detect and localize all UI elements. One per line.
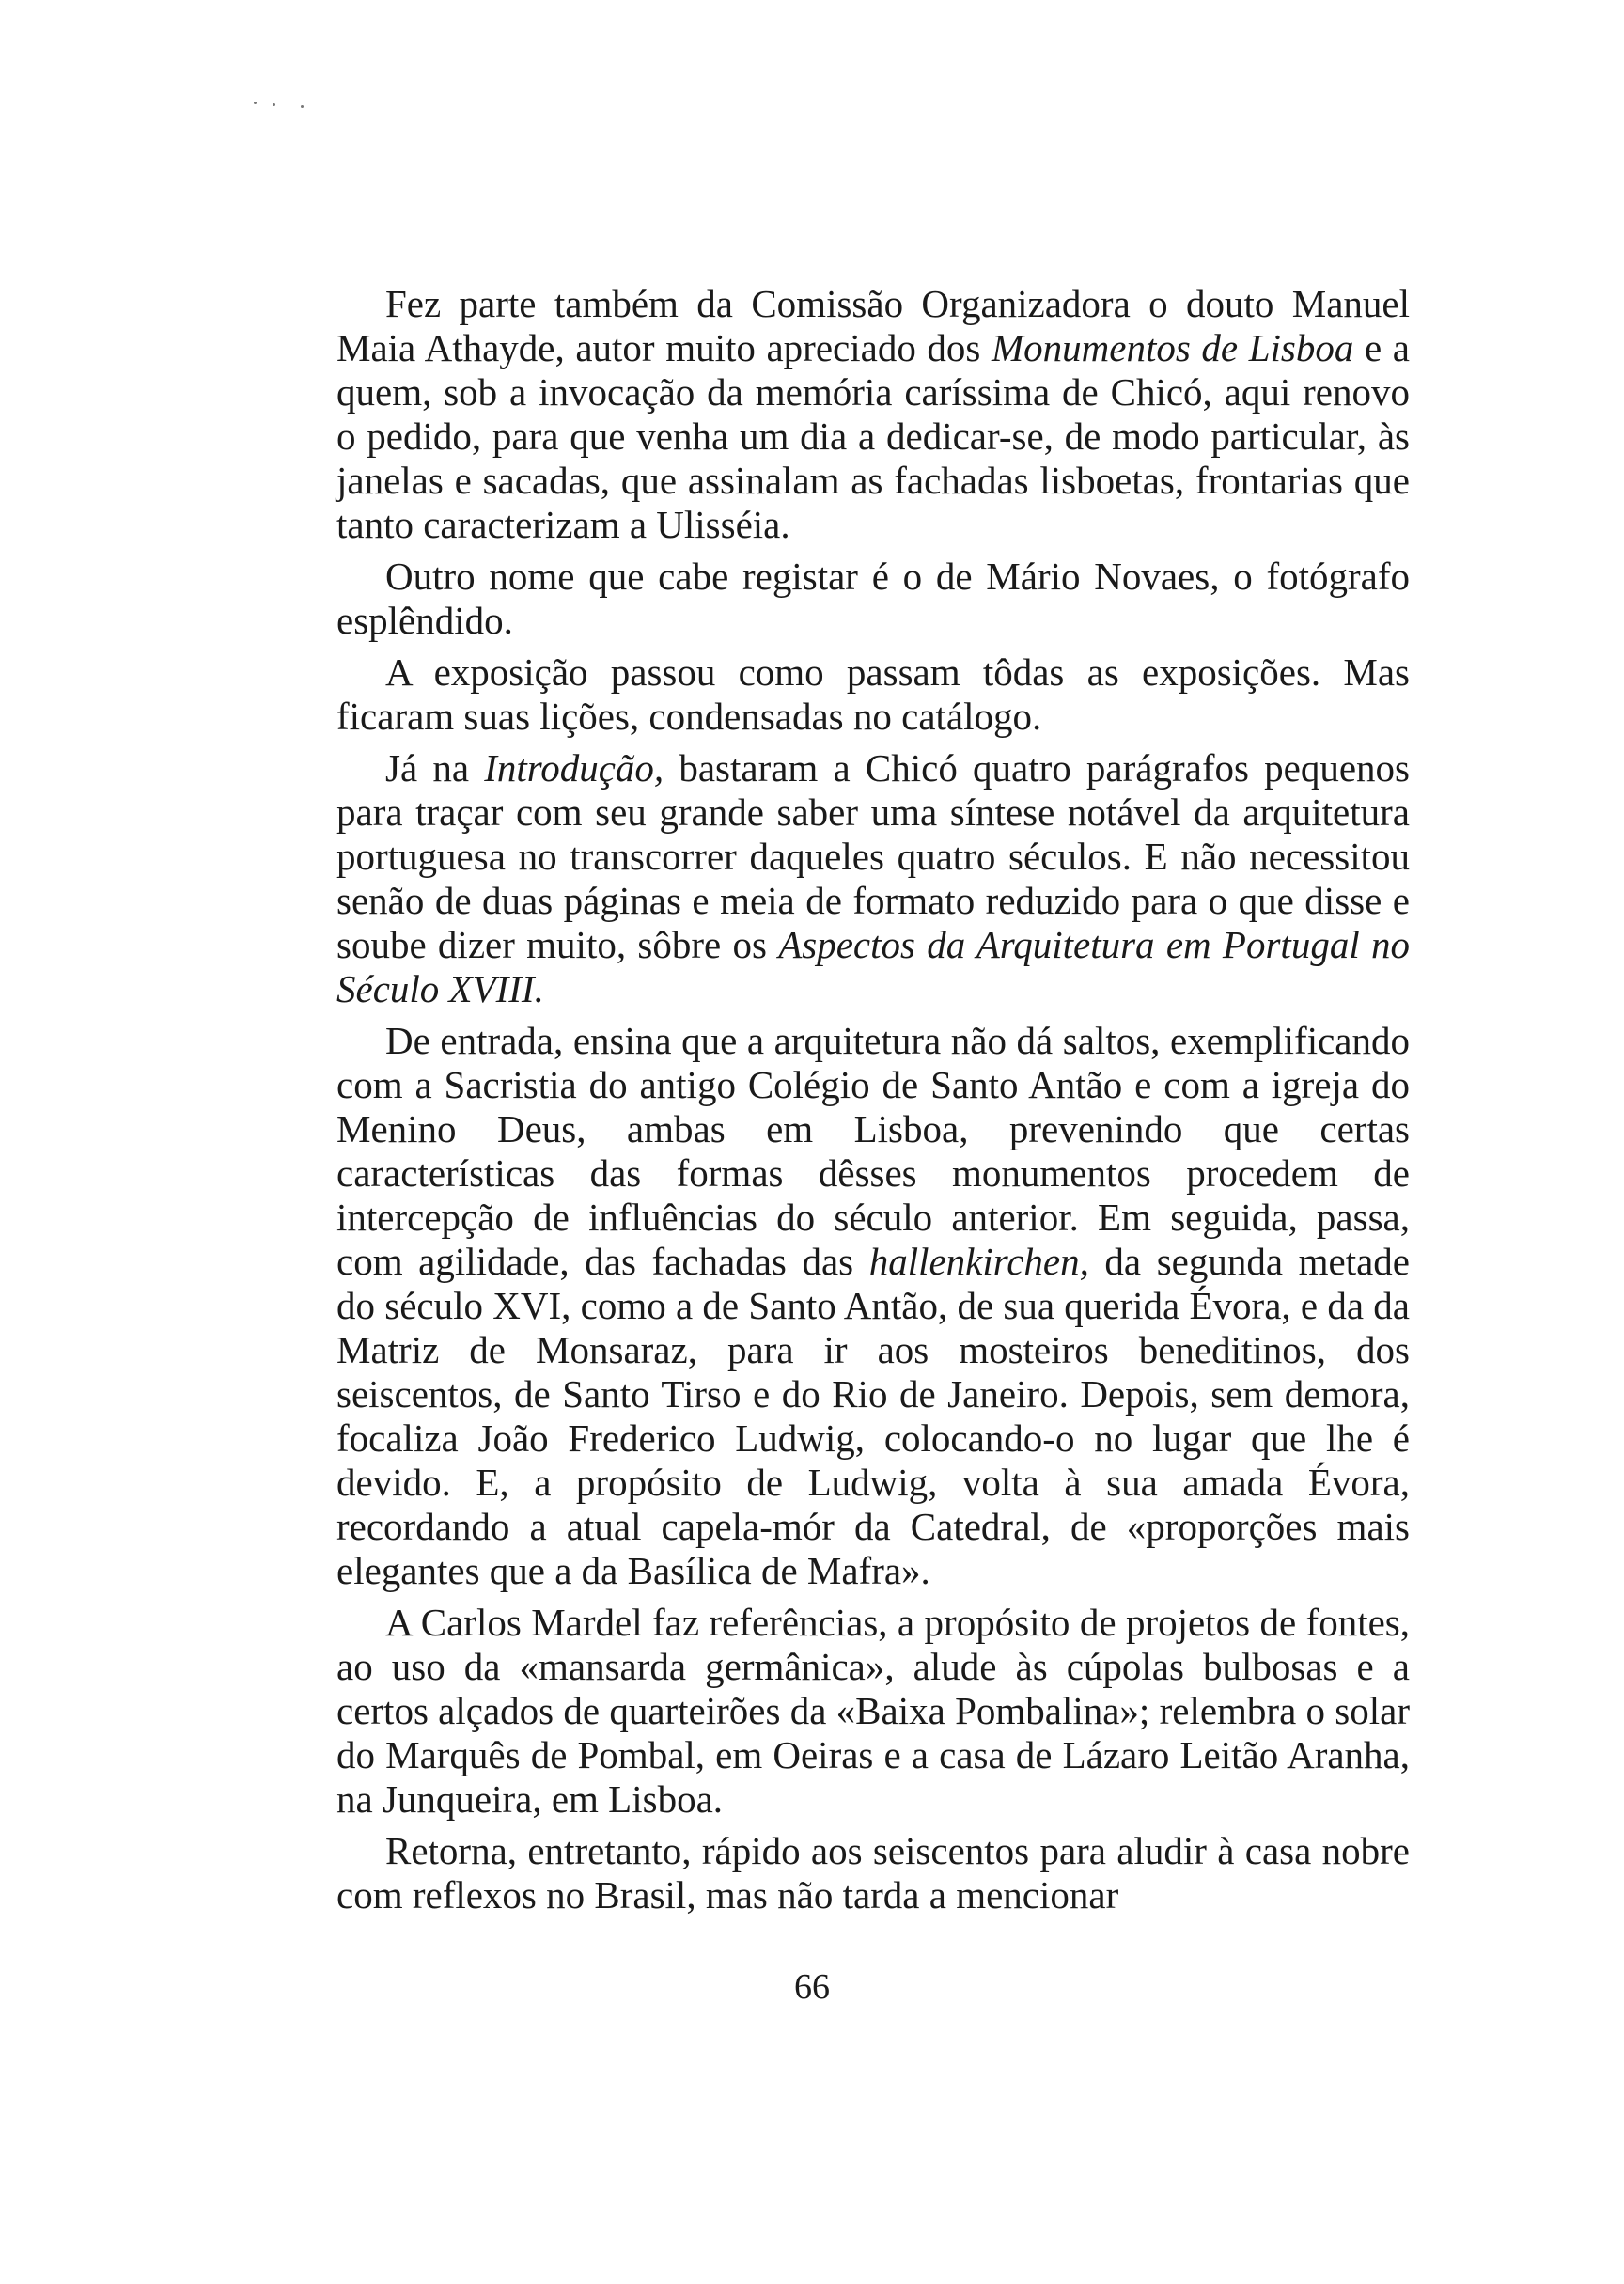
italic-text: Introdução, bbox=[484, 746, 664, 790]
scan-speck bbox=[254, 102, 257, 104]
paragraph bbox=[336, 1601, 1410, 1822]
paragraph bbox=[336, 650, 1410, 739]
paragraph bbox=[336, 1829, 1410, 1917]
italic-text: Aspectos da Arquitetura em Portugal no Século XVIII. bbox=[336, 923, 1410, 1010]
body-text bbox=[336, 282, 1410, 1925]
text-run: Retorna, entretanto, rápido aos seiscentos para aludir à casa nobre com reflexos no Brasil, mas não tarda a mencionar bbox=[336, 1829, 1410, 1916]
paragraph bbox=[336, 555, 1410, 643]
scan-speck bbox=[301, 105, 304, 108]
text-run: e a quem, sob a invocação da memória caríssima de Chicó, aqui renovo o pedido, para que venha um dia a dedicar-se, de modo particular, às janelas e sacadas, que assinalam as fachadas lisboetas, frontarias que tanto caracterizam a Ulisséia. bbox=[336, 326, 1410, 546]
text-run: Outro nome que cabe registar é o de Mário Novaes, o fotógrafo esplêndido. bbox=[336, 555, 1410, 642]
italic-text: hallenkirchen, bbox=[868, 1240, 1089, 1283]
text-run: De entrada, ensina que a arquitetura não dá saltos, exemplificando com a Sacristia do antigo Colégio de Santo Antão e com a igreja do Menino Deus, ambas em Lisboa, prevenindo que certas características das formas dêsses monumentos procedem de intercepção de influências do século anterior. Em seguida, passa, com agilidade, das fachadas das bbox=[336, 1019, 1410, 1283]
text-run: bastaram a Chicó quatro parágrafos pequenos para traçar com seu grande saber uma síntese notável da arquitetura portuguesa no transcorrer daqueles quatro séculos. E não necessitou senão de duas páginas e meia de formato reduzido para o que disse e soube dizer muito, sôbre os bbox=[336, 746, 1410, 966]
text-run: Fez parte também da Comissão Organizadora o douto Manuel Maia Athayde, autor muito apreciado dos bbox=[336, 282, 1410, 369]
text-run: A exposição passou como passam tôdas as exposições. Mas ficaram suas lições, condensadas no catálogo. bbox=[336, 650, 1410, 738]
paragraph bbox=[336, 282, 1410, 547]
text-run: A Carlos Mardel faz referências, a propósito de projetos de fontes, ao uso da «mansarda germânica», alude às cúpolas bulbosas e a certos alçados de quarteirões da «Baixa Pombalina»; relembra o solar do Marquês de Pombal, em Oeiras e a casa de Lázaro Leitão Aranha, na Junqueira, em Lisboa. bbox=[336, 1601, 1410, 1821]
text-run: da segunda metade do século XVI, como a de Santo Antão, de sua querida Évora, e da da Matriz de Monsaraz, para ir aos mosteiros beneditinos, dos seiscentos, de Santo Tirso e do Rio de Janeiro. Depois, sem demora, focaliza João Frederico Ludwig, colocando-o no lugar que lhe é devido. E, a propósito de Ludwig, volta à sua amada Évora, recordando a atual capela-mór da Catedral, de «proporções mais elegantes que a da Basílica de Mafra». bbox=[336, 1240, 1410, 1592]
page-number: 66 bbox=[794, 1967, 830, 2007]
scan-specks bbox=[254, 98, 310, 111]
italic-text: Monumentos de Lisboa bbox=[992, 326, 1354, 369]
paragraph bbox=[336, 746, 1410, 1011]
scan-speck bbox=[273, 103, 275, 106]
text-run: Já na bbox=[385, 746, 485, 790]
paragraph bbox=[336, 1019, 1410, 1593]
